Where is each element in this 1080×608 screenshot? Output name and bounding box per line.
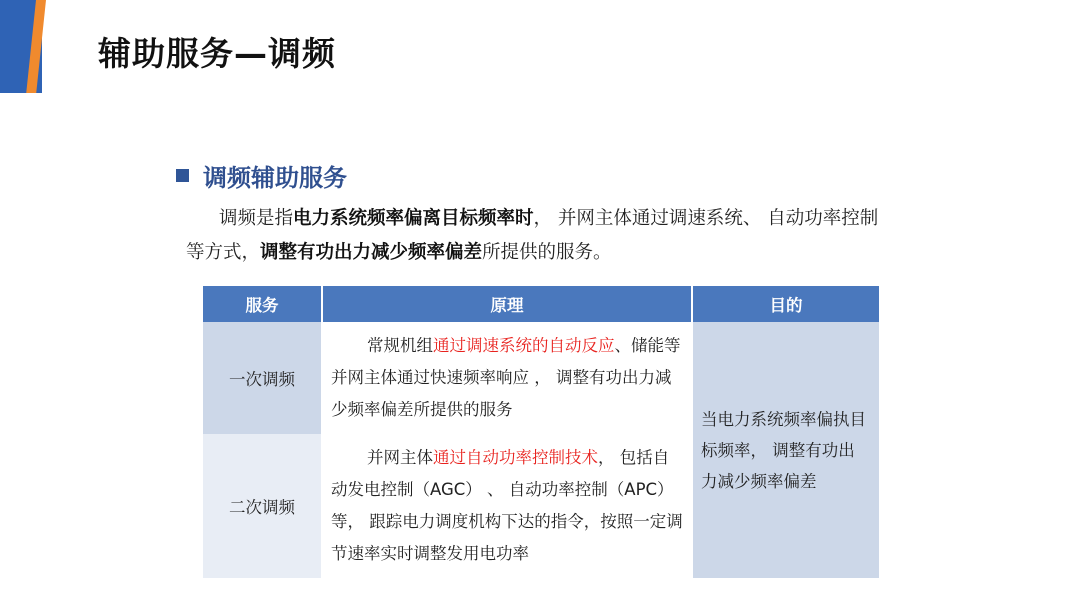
- table-row: [203, 322, 879, 434]
- principle-secondary-post: ， 包括自动发电控制（AGC） 、 自动功率控制（APC）等， 跟踪电力调度机构下达的指令，按照一定调节速率实时调整发用电功率: [331, 448, 683, 563]
- intro-paragraph: [186, 202, 891, 270]
- principle-primary-pre: 常规机组: [367, 336, 433, 355]
- principle-primary: [323, 322, 691, 434]
- intro-bold-2: 调整有功出力减少频率偏差: [260, 242, 483, 263]
- intro-bold-1: 电力系统频率偏离目标频率时: [293, 208, 534, 229]
- intro-text-1: 调频是指: [219, 208, 294, 229]
- section-heading: [176, 158, 347, 193]
- header-principle: 原理: [323, 286, 691, 322]
- principle-primary-highlight: 通过调速系统的自动反应: [433, 336, 615, 355]
- principle-secondary-pre: 并网主体: [367, 448, 433, 467]
- section-title: 调频辅助服务: [203, 164, 347, 192]
- intro-text-2: ， 并网主体通过调速系统、 自动功率控制等方式，: [186, 208, 879, 263]
- purpose-cell: 当电力系统频率偏执目标频率， 调整有功出力减少频率偏差: [693, 322, 879, 578]
- service-name-primary: 一次调频: [203, 322, 321, 434]
- principle-primary-post: 、储能等并网主体通过快速频率响应 ， 调整有功出力减少频率偏差所提供的服务: [331, 336, 681, 419]
- service-name-secondary: 二次调频: [203, 434, 321, 578]
- principle-secondary: [323, 434, 691, 578]
- intro-text-3: 所提供的服务。: [482, 242, 612, 263]
- page-title: 辅助服务—调频: [98, 34, 336, 73]
- header-service: 服务: [203, 286, 321, 322]
- header-purpose: 目的: [693, 286, 879, 322]
- table-header-row: [203, 286, 879, 322]
- square-bullet-icon: [176, 169, 189, 182]
- service-table: [201, 286, 881, 578]
- principle-secondary-highlight: 通过自动功率控制技术: [433, 448, 598, 467]
